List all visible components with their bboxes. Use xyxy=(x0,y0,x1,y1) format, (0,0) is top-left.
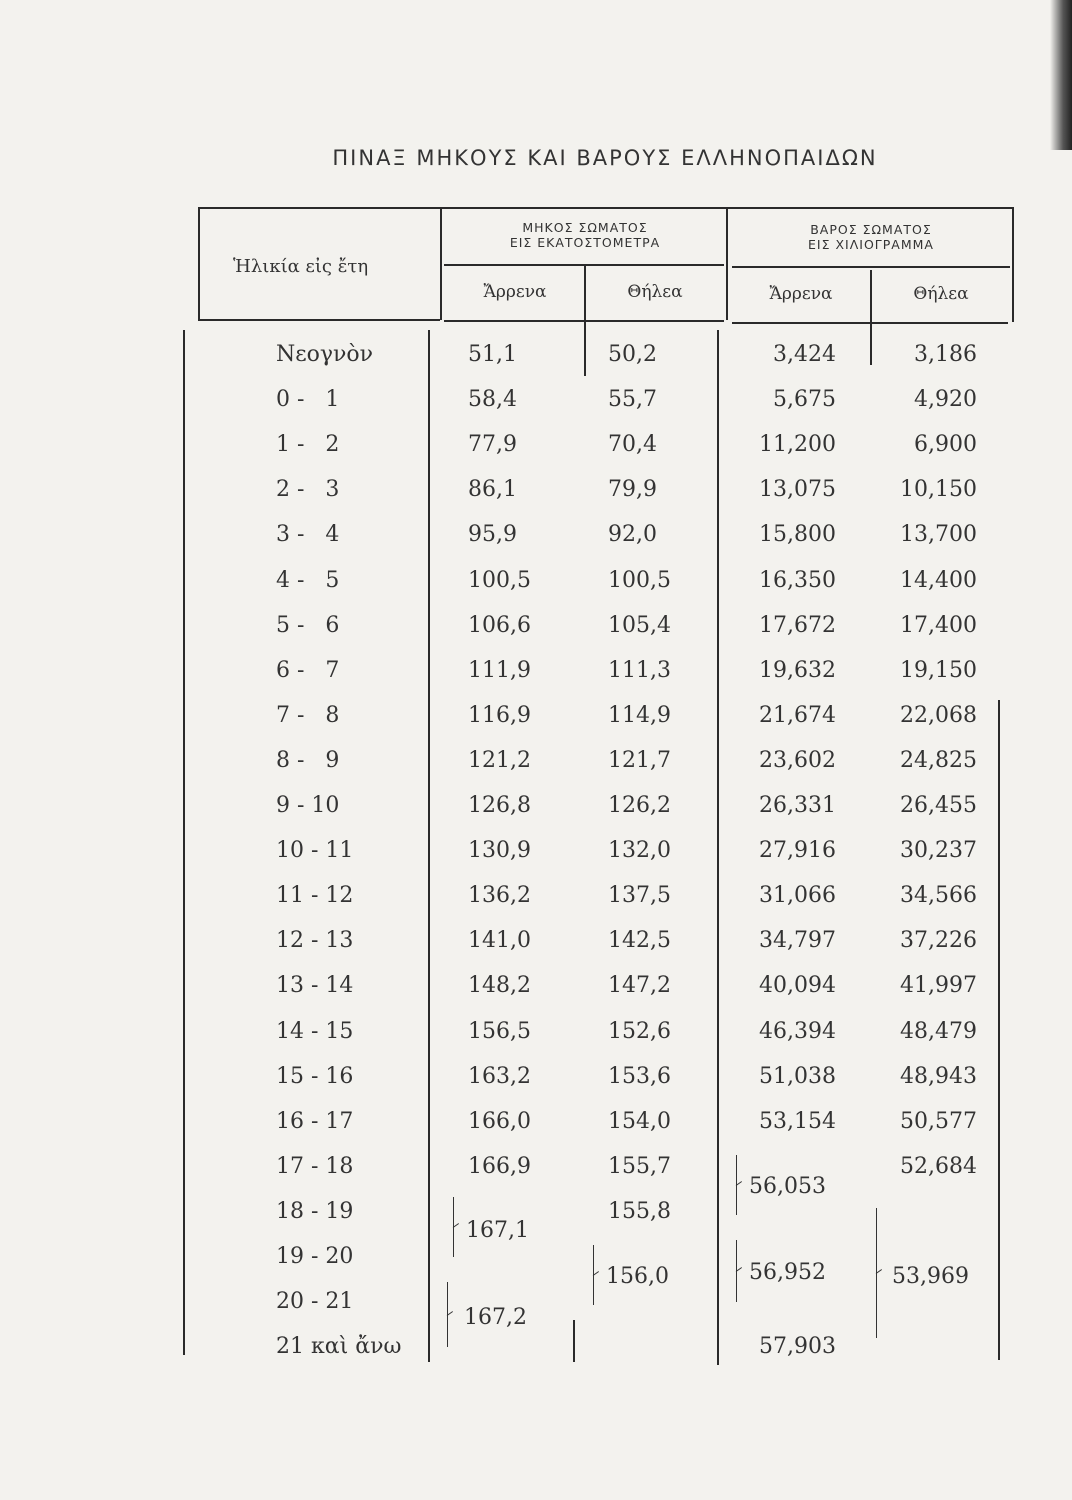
grouped-height-male-20-up: 167,2 xyxy=(464,1305,527,1330)
height-female-cell: 126,2 xyxy=(608,793,671,818)
grouped-weight-female-18-up: 53,969 xyxy=(892,1264,969,1289)
weight-female-cell: 52,684 xyxy=(900,1154,977,1179)
weight-female-cell: 13,700 xyxy=(900,522,977,547)
height-male-cell: 100,5 xyxy=(468,568,531,593)
age-cell: 3 - 4 xyxy=(276,522,340,547)
weight-male-cell: 46,394 xyxy=(759,1019,836,1044)
weight-female-cell: 24,825 xyxy=(900,748,977,773)
table-right-border-lower xyxy=(998,700,1000,1360)
weight-male-cell: 53,154 xyxy=(759,1109,836,1134)
age-cell: 18 - 19 xyxy=(276,1199,354,1224)
grouped-height-male-18-20: 167,1 xyxy=(466,1218,529,1243)
weight-female-cell: 50,577 xyxy=(900,1109,977,1134)
divider-height-weight xyxy=(726,209,728,320)
age-cell: 17 - 18 xyxy=(276,1154,354,1179)
age-cell: 12 - 13 xyxy=(276,928,354,953)
weight-female-cell: 14,400 xyxy=(900,568,977,593)
weight-female-header: Θήλεα xyxy=(913,284,969,304)
height-female-cell: 142,5 xyxy=(608,928,671,953)
weight-female-cell: 34,566 xyxy=(900,883,977,908)
table-right-border xyxy=(1012,209,1014,322)
weight-male-cell: 11,200 xyxy=(759,432,836,457)
brace-weight-female-18-up xyxy=(876,1208,877,1338)
weight-female-cell: 10,150 xyxy=(900,477,977,502)
height-female-cell: 121,7 xyxy=(608,748,671,773)
age-cell: 8 - 9 xyxy=(276,748,340,773)
weight-group-header xyxy=(732,222,1010,252)
weight-female-cell: 4,920 xyxy=(914,387,977,412)
height-female-cell: 55,7 xyxy=(608,387,657,412)
age-cell: 9 - 10 xyxy=(276,793,340,818)
height-female-cell: 132,0 xyxy=(608,838,671,863)
height-male-cell: 106,6 xyxy=(468,613,531,638)
weight-male-cell: 23,602 xyxy=(759,748,836,773)
age-cell: 0 - 1 xyxy=(276,387,340,412)
height-male-cell: 136,2 xyxy=(468,883,531,908)
weight-male-header: Ἄρρενα xyxy=(769,284,833,304)
grouped-weight-male-17-19: 56,053 xyxy=(749,1174,826,1199)
height-female-cell: 155,7 xyxy=(608,1154,671,1179)
weight-male-cell: 21,674 xyxy=(759,703,836,728)
weight-female-cell: 37,226 xyxy=(900,928,977,953)
height-female-cell: 147,2 xyxy=(608,973,671,998)
divider-age-height xyxy=(440,209,442,320)
weight-male-cell: 57,903 xyxy=(759,1334,836,1359)
weight-male-cell: 13,075 xyxy=(759,477,836,502)
page-title: ΠΙΝΑΞ ΜΗΚΟΥΣ ΚΑΙ ΒΑΡΟΥΣ ΕΛΛΗΝΟΠΑΙΔΩΝ xyxy=(332,146,878,170)
height-female-cell: 153,6 xyxy=(608,1064,671,1089)
header-bottom-rule-age xyxy=(198,319,440,321)
brace-height-male-20-up xyxy=(447,1282,448,1347)
weight-male-cell: 31,066 xyxy=(759,883,836,908)
age-cell: 14 - 15 xyxy=(276,1019,354,1044)
weight-female-cell: 26,455 xyxy=(900,793,977,818)
divider-age-height-lower xyxy=(428,330,430,1362)
height-male-cell: 130,9 xyxy=(468,838,531,863)
divider-height-cols-lower xyxy=(573,1320,575,1362)
height-male-cell: 95,9 xyxy=(468,522,517,547)
weight-group-line2: ΕΙΣ ΧΙΛΙΟΓΡΑΜΜΑ xyxy=(808,237,934,252)
weight-female-cell: 48,479 xyxy=(900,1019,977,1044)
weight-female-cell: 41,997 xyxy=(900,973,977,998)
brace-height-male-18-20 xyxy=(453,1197,454,1257)
weight-female-cell: 22,068 xyxy=(900,703,977,728)
height-male-cell: 163,2 xyxy=(468,1064,531,1089)
age-cell: 19 - 20 xyxy=(276,1244,354,1269)
weight-male-cell: 26,331 xyxy=(759,793,836,818)
weight-female-cell: 19,150 xyxy=(900,658,977,683)
height-male-cell: 111,9 xyxy=(468,658,531,683)
page-edge-shadow xyxy=(1050,0,1072,150)
weight-male-cell: 3,424 xyxy=(773,342,836,367)
weight-female-cell: 17,400 xyxy=(900,613,977,638)
height-male-cell: 156,5 xyxy=(468,1019,531,1044)
age-cell: 5 - 6 xyxy=(276,613,340,638)
height-female-cell: 70,4 xyxy=(608,432,657,457)
age-cell: 2 - 3 xyxy=(276,477,340,502)
weight-group-line1: ΒΑΡΟΣ ΣΩΜΑΤΟΣ xyxy=(810,222,932,237)
age-cell: 16 - 17 xyxy=(276,1109,354,1134)
weight-male-cell: 19,632 xyxy=(759,658,836,683)
weight-female-cell: 3,186 xyxy=(914,342,977,367)
height-male-cell: 51,1 xyxy=(468,342,517,367)
table-left-border-lower xyxy=(183,330,185,1355)
brace-weight-male-17-19 xyxy=(736,1155,737,1215)
height-female-cell: 100,5 xyxy=(608,568,671,593)
age-cell: 11 - 12 xyxy=(276,883,354,908)
brace-weight-male-19-21 xyxy=(736,1240,737,1302)
height-female-cell: 152,6 xyxy=(608,1019,671,1044)
height-female-cell: 114,9 xyxy=(608,703,671,728)
height-male-cell: 166,0 xyxy=(468,1109,531,1134)
height-male-cell: 148,2 xyxy=(468,973,531,998)
weight-male-cell: 40,094 xyxy=(759,973,836,998)
weight-female-cell: 6,900 xyxy=(914,432,977,457)
age-cell: 15 - 16 xyxy=(276,1064,354,1089)
age-cell: 20 - 21 xyxy=(276,1289,354,1314)
height-female-cell: 137,5 xyxy=(608,883,671,908)
height-female-cell: 154,0 xyxy=(608,1109,671,1134)
weight-female-cell: 48,943 xyxy=(900,1064,977,1089)
weight-male-cell: 51,038 xyxy=(759,1064,836,1089)
age-cell: 4 - 5 xyxy=(276,568,340,593)
height-female-cell: 155,8 xyxy=(608,1199,671,1224)
grouped-height-female-19-up: 156,0 xyxy=(606,1264,669,1289)
header-sub-rule-weight xyxy=(732,266,1010,268)
weight-male-cell: 5,675 xyxy=(773,387,836,412)
height-female-cell: 92,0 xyxy=(608,522,657,547)
weight-male-cell: 16,350 xyxy=(759,568,836,593)
weight-male-cell: 27,916 xyxy=(759,838,836,863)
height-female-header: Θήλεα xyxy=(627,282,683,302)
weight-male-cell: 15,800 xyxy=(759,522,836,547)
divider-height-weight-lower xyxy=(717,330,719,1365)
height-male-cell: 126,8 xyxy=(468,793,531,818)
height-group-line2: ΕΙΣ ΕΚΑΤΟΣΤΟΜΕΤΡΑ xyxy=(509,235,661,250)
height-female-cell: 79,9 xyxy=(608,477,657,502)
height-male-cell: 58,4 xyxy=(468,387,517,412)
height-male-cell: 116,9 xyxy=(468,703,531,728)
height-male-cell: 77,9 xyxy=(468,432,517,457)
grouped-weight-male-19-21: 56,952 xyxy=(749,1260,826,1285)
age-cell: 10 - 11 xyxy=(276,838,354,863)
height-female-cell: 105,4 xyxy=(608,613,671,638)
age-cell: 13 - 14 xyxy=(276,973,354,998)
height-female-cell: 50,2 xyxy=(608,342,657,367)
height-group-header xyxy=(446,220,724,250)
table-top-border xyxy=(198,207,1014,209)
height-group-line1: ΜΗΚΟΣ ΣΩΜΑΤΟΣ xyxy=(522,220,648,235)
height-male-header: Ἄρρενα xyxy=(483,282,547,302)
height-male-cell: 121,2 xyxy=(468,748,531,773)
age-cell: 1 - 2 xyxy=(276,432,340,457)
age-cell: 6 - 7 xyxy=(276,658,340,683)
age-column-header: Ἡλικία εἰς ἔτη xyxy=(233,256,369,277)
weight-male-cell: 17,672 xyxy=(759,613,836,638)
height-female-cell: 111,3 xyxy=(608,658,671,683)
age-cell: 21 καὶ ἄνω xyxy=(276,1334,402,1359)
age-cell: Νεογνὸν xyxy=(276,342,374,367)
brace-height-female-19-up xyxy=(593,1245,594,1305)
age-cell: 7 - 8 xyxy=(276,703,340,728)
height-male-cell: 141,0 xyxy=(468,928,531,953)
table-left-border xyxy=(198,207,200,320)
height-male-cell: 86,1 xyxy=(468,477,517,502)
weight-female-cell: 30,237 xyxy=(900,838,977,863)
height-male-cell: 166,9 xyxy=(468,1154,531,1179)
weight-male-cell: 34,797 xyxy=(759,928,836,953)
